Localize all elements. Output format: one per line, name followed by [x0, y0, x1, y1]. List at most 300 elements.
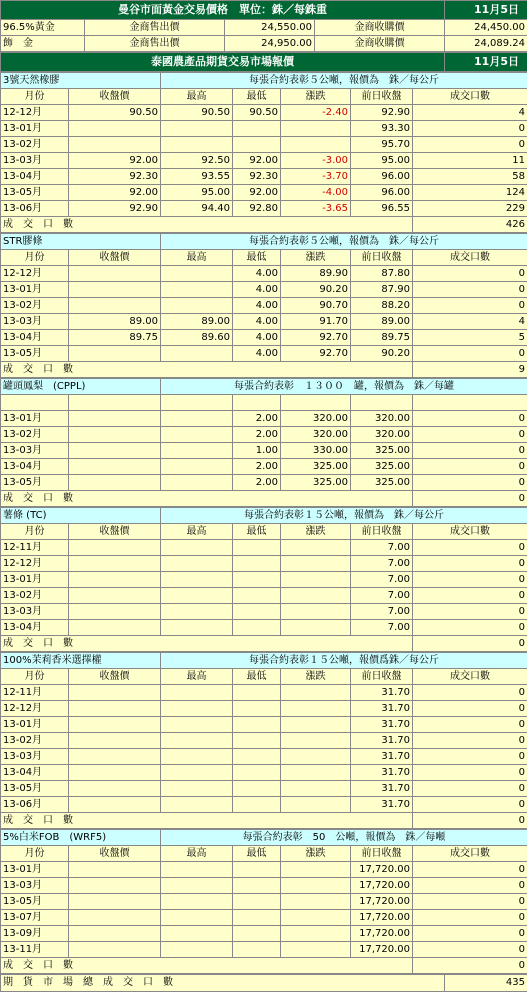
cell-low: 90.50: [233, 105, 281, 121]
cell-high: [161, 427, 233, 443]
cell-low: [233, 781, 281, 797]
cell-volume: 0: [413, 749, 527, 765]
gold-title: 曼谷市面黃金交易價格 單位：銖／每銖重: [1, 1, 445, 20]
cell-volume: 0: [413, 620, 527, 636]
section-name: 薯條 (TC): [1, 508, 161, 524]
cell-month: 13-11月: [1, 942, 69, 958]
cell-change: 92.70: [281, 330, 351, 346]
cell-prev-close: 7.00: [351, 572, 413, 588]
cell-change: [281, 862, 351, 878]
cell-prev-close: 31.70: [351, 781, 413, 797]
cell-change: 320.00: [281, 427, 351, 443]
table-row: [1, 862, 527, 878]
column-header-change: 漲跌: [281, 669, 351, 685]
gold-header: [1, 1, 527, 20]
cell-month: 13-05月: [1, 185, 69, 201]
cell-prev-close: 17,720.00: [351, 926, 413, 942]
cell-low: 4.00: [233, 330, 281, 346]
table-row: [1, 749, 527, 765]
column-header-change: 漲跌: [281, 89, 351, 105]
column-header-close: 收盤價: [69, 89, 161, 105]
table-row: [1, 346, 527, 362]
cell-volume: 11: [413, 153, 527, 169]
cell-volume: 0: [413, 346, 527, 362]
cell-high: 92.50: [161, 153, 233, 169]
section-table: [0, 72, 527, 233]
column-header-high: 最高: [161, 846, 233, 862]
column-header-high: [161, 395, 233, 411]
cell-high: [161, 910, 233, 926]
cell-close: 92.30: [69, 169, 161, 185]
cell-month: 13-03月: [1, 604, 69, 620]
cell-low: [233, 540, 281, 556]
cell-volume: 124: [413, 185, 527, 201]
cell-close: [69, 894, 161, 910]
cell-month: 13-04月: [1, 169, 69, 185]
table-row: [1, 878, 527, 894]
cell-close: 89.00: [69, 314, 161, 330]
cell-change: 92.70: [281, 346, 351, 362]
column-header-month: 月份: [1, 669, 69, 685]
cell-volume: 0: [413, 459, 527, 475]
grand-total-label: 期 貨 市 場 總 成 交 口 數: [1, 975, 445, 992]
cell-close: [69, 427, 161, 443]
cell-close: [69, 926, 161, 942]
cell-volume: 4: [413, 314, 527, 330]
table-row: [1, 137, 527, 153]
cell-prev-close: 89.75: [351, 330, 413, 346]
cell-low: [233, 620, 281, 636]
cell-high: [161, 733, 233, 749]
cell-high: 90.50: [161, 105, 233, 121]
cell-low: 2.00: [233, 427, 281, 443]
cell-low: [233, 604, 281, 620]
cell-prev-close: 31.70: [351, 797, 413, 813]
section-header: [1, 830, 527, 846]
gold-sell-price: 24,550.00: [225, 20, 315, 36]
cell-close: [69, 475, 161, 491]
cell-month: 12-12月: [1, 105, 69, 121]
column-header-prev-close: 前日收盤: [351, 89, 413, 105]
cell-close: [69, 266, 161, 282]
cell-high: [161, 459, 233, 475]
cell-prev-close: 31.70: [351, 765, 413, 781]
column-header-low: 最低: [233, 524, 281, 540]
cell-change: -3.00: [281, 153, 351, 169]
cell-month: 13-05月: [1, 475, 69, 491]
cell-close: [69, 604, 161, 620]
cell-month: 13-03月: [1, 443, 69, 459]
section-spec: 每張合約表彰 50 公噸，報價為 銖／每噸: [161, 830, 527, 846]
cell-low: [233, 749, 281, 765]
cell-high: 94.40: [161, 201, 233, 217]
column-header-low: 最低: [233, 250, 281, 266]
table-row: [1, 588, 527, 604]
table-row: [1, 475, 527, 491]
cell-high: [161, 685, 233, 701]
gold-rows: [1, 20, 527, 52]
cell-close: [69, 540, 161, 556]
column-header-prev-close: 前日收盤: [351, 669, 413, 685]
cell-volume: 0: [413, 765, 527, 781]
cell-low: 4.00: [233, 314, 281, 330]
cell-change: -2.40: [281, 105, 351, 121]
section-spec: 每張合約表彰５公噸，報價為 銖／每公斤: [161, 234, 527, 250]
cell-low: 4.00: [233, 346, 281, 362]
cell-prev-close: 17,720.00: [351, 862, 413, 878]
cell-change: [281, 765, 351, 781]
cell-month: 13-04月: [1, 330, 69, 346]
section-total-label: 成 交 口 數: [1, 813, 413, 829]
section-total-value: 426: [413, 217, 527, 233]
cell-month: 13-02月: [1, 137, 69, 153]
cell-high: 95.00: [161, 185, 233, 201]
column-header-volume: 成交口數: [413, 669, 527, 685]
table-row: [1, 733, 527, 749]
cell-volume: 0: [413, 282, 527, 298]
cell-prev-close: 17,720.00: [351, 894, 413, 910]
table-row: [1, 411, 527, 427]
cell-volume: 0: [413, 797, 527, 813]
column-header-row: [1, 89, 527, 105]
cell-prev-close: 7.00: [351, 588, 413, 604]
cell-close: [69, 298, 161, 314]
cell-prev-close: 320.00: [351, 411, 413, 427]
table-row: [1, 685, 527, 701]
cell-month: 13-02月: [1, 427, 69, 443]
column-header-close: 收盤價: [69, 250, 161, 266]
cell-high: [161, 298, 233, 314]
cell-high: [161, 926, 233, 942]
column-header-low: 最低: [233, 846, 281, 862]
cell-close: [69, 701, 161, 717]
column-header-row: [1, 395, 527, 411]
cell-change: [281, 540, 351, 556]
cell-volume: 4: [413, 105, 527, 121]
futures-title: 泰國農產品期貨交易市場報價: [1, 53, 445, 72]
cell-low: [233, 910, 281, 926]
cell-volume: 0: [413, 685, 527, 701]
cell-prev-close: 31.70: [351, 685, 413, 701]
cell-volume: 0: [413, 942, 527, 958]
column-header-volume: [413, 395, 527, 411]
cell-prev-close: 92.90: [351, 105, 413, 121]
table-row: [1, 942, 527, 958]
section-name: 3號天然橡膠: [1, 73, 161, 89]
grand-total-row: [1, 975, 527, 992]
cell-change: 325.00: [281, 475, 351, 491]
cell-volume: 0: [413, 733, 527, 749]
cell-prev-close: 7.00: [351, 620, 413, 636]
cell-high: [161, 121, 233, 137]
cell-prev-close: 95.00: [351, 153, 413, 169]
column-header-change: 漲跌: [281, 846, 351, 862]
cell-low: [233, 572, 281, 588]
cell-volume: 0: [413, 443, 527, 459]
cell-prev-close: 320.00: [351, 427, 413, 443]
cell-change: [281, 910, 351, 926]
cell-prev-close: 88.20: [351, 298, 413, 314]
cell-low: [233, 942, 281, 958]
section-total-label: 成 交 口 數: [1, 491, 413, 507]
table-row: [1, 121, 527, 137]
column-header-close: 收盤價: [69, 846, 161, 862]
cell-high: [161, 878, 233, 894]
cell-volume: 0: [413, 427, 527, 443]
cell-low: 2.00: [233, 459, 281, 475]
table-row: [1, 926, 527, 942]
cell-month: 13-05月: [1, 894, 69, 910]
cell-low: 4.00: [233, 266, 281, 282]
cell-close: [69, 717, 161, 733]
cell-volume: 5: [413, 330, 527, 346]
cell-high: [161, 411, 233, 427]
cell-prev-close: 93.30: [351, 121, 413, 137]
cell-high: [161, 781, 233, 797]
table-row: [1, 781, 527, 797]
cell-change: -3.65: [281, 201, 351, 217]
cell-change: [281, 749, 351, 765]
cell-close: [69, 878, 161, 894]
section-name: 100%茉莉香米選擇權: [1, 653, 161, 669]
cell-change: [281, 685, 351, 701]
section-table: [0, 652, 527, 829]
cell-high: [161, 282, 233, 298]
cell-volume: 0: [413, 137, 527, 153]
cell-close: [69, 282, 161, 298]
section-name: 罐頭鳳梨 (CPPL): [1, 379, 161, 395]
table-row: [1, 169, 527, 185]
table-row: [1, 894, 527, 910]
column-header-low: [233, 395, 281, 411]
section-spec: 每張合約表彰１５公噸，報價為 銖／每公斤: [161, 508, 527, 524]
cell-high: 93.55: [161, 169, 233, 185]
cell-month: 13-02月: [1, 733, 69, 749]
cell-high: [161, 266, 233, 282]
section-table: [0, 507, 527, 652]
cell-volume: 0: [413, 862, 527, 878]
cell-volume: 58: [413, 169, 527, 185]
grand-total-value: 435: [445, 975, 527, 992]
cell-change: 90.70: [281, 298, 351, 314]
cell-month: 12-12月: [1, 701, 69, 717]
cell-volume: 0: [413, 781, 527, 797]
cell-low: 2.00: [233, 411, 281, 427]
cell-volume: 0: [413, 910, 527, 926]
column-header-row: [1, 250, 527, 266]
table-row: [1, 330, 527, 346]
cell-change: [281, 733, 351, 749]
cell-high: [161, 572, 233, 588]
cell-close: 92.00: [69, 153, 161, 169]
column-header-volume: 成交口數: [413, 89, 527, 105]
cell-volume: 0: [413, 556, 527, 572]
cell-change: 89.90: [281, 266, 351, 282]
cell-change: [281, 942, 351, 958]
cell-change: 91.70: [281, 314, 351, 330]
cell-high: [161, 862, 233, 878]
column-header-volume: 成交口數: [413, 524, 527, 540]
cell-high: [161, 717, 233, 733]
cell-prev-close: 7.00: [351, 604, 413, 620]
futures-header-table: [0, 52, 527, 72]
cell-low: 92.30: [233, 169, 281, 185]
cell-prev-close: 17,720.00: [351, 942, 413, 958]
table-row: [1, 717, 527, 733]
section-total-row: [1, 362, 527, 378]
cell-month: 12-12月: [1, 266, 69, 282]
cell-change: [281, 572, 351, 588]
section-header: [1, 653, 527, 669]
cell-change: [281, 701, 351, 717]
cell-volume: 0: [413, 298, 527, 314]
section-table: [0, 829, 527, 974]
cell-month: 13-09月: [1, 926, 69, 942]
cell-high: [161, 894, 233, 910]
cell-low: [233, 137, 281, 153]
cell-low: 92.80: [233, 201, 281, 217]
cell-close: [69, 765, 161, 781]
cell-change: 325.00: [281, 459, 351, 475]
cell-change: [281, 781, 351, 797]
cell-high: [161, 797, 233, 813]
cell-prev-close: 7.00: [351, 540, 413, 556]
section-name: 5%白米FOB (WRF5): [1, 830, 161, 846]
column-header-volume: 成交口數: [413, 250, 527, 266]
gold-buy-label: 金商收購價: [315, 36, 445, 52]
table-row: [1, 266, 527, 282]
cell-change: -4.00: [281, 185, 351, 201]
cell-low: 4.00: [233, 282, 281, 298]
cell-change: [281, 717, 351, 733]
cell-prev-close: 96.55: [351, 201, 413, 217]
column-header-volume: 成交口數: [413, 846, 527, 862]
column-header-prev-close: 前日收盤: [351, 250, 413, 266]
cell-low: [233, 765, 281, 781]
column-header-close: 收盤價: [69, 524, 161, 540]
cell-prev-close: 87.80: [351, 266, 413, 282]
cell-high: [161, 588, 233, 604]
cell-prev-close: 325.00: [351, 459, 413, 475]
table-row: [1, 314, 527, 330]
cell-low: 4.00: [233, 298, 281, 314]
cell-low: [233, 588, 281, 604]
cell-volume: 0: [413, 475, 527, 491]
cell-change: 90.20: [281, 282, 351, 298]
cell-low: [233, 894, 281, 910]
cell-close: [69, 411, 161, 427]
column-header-low: 最低: [233, 89, 281, 105]
section-total-label: 成 交 口 數: [1, 362, 413, 378]
cell-low: [233, 797, 281, 813]
cell-volume: 0: [413, 894, 527, 910]
cell-month: 13-03月: [1, 749, 69, 765]
cell-low: [233, 121, 281, 137]
cell-change: [281, 878, 351, 894]
cell-high: [161, 749, 233, 765]
column-header-prev-close: [351, 395, 413, 411]
cell-close: [69, 443, 161, 459]
cell-month: 12-11月: [1, 540, 69, 556]
cell-low: 2.00: [233, 475, 281, 491]
cell-close: [69, 556, 161, 572]
gold-date: 11月5日: [445, 1, 527, 20]
cell-close: [69, 685, 161, 701]
cell-close: [69, 910, 161, 926]
section-total-label: 成 交 口 數: [1, 217, 413, 233]
cell-month: 13-07月: [1, 910, 69, 926]
column-header-month: [1, 395, 69, 411]
cell-high: 89.00: [161, 314, 233, 330]
column-header-change: [281, 395, 351, 411]
cell-close: [69, 346, 161, 362]
cell-volume: 0: [413, 878, 527, 894]
cell-change: -3.70: [281, 169, 351, 185]
cell-low: [233, 701, 281, 717]
futures-header: [1, 53, 527, 72]
gold-type: 96.5%黃金: [1, 20, 85, 36]
section-spec: 每張合約表彰 １３００ 罐，報價為 銖／每罐: [161, 379, 527, 395]
cell-volume: 0: [413, 121, 527, 137]
table-row: [1, 540, 527, 556]
cell-month: 13-01月: [1, 411, 69, 427]
column-header-change: 漲跌: [281, 250, 351, 266]
cell-low: 1.00: [233, 443, 281, 459]
futures-date: 11月5日: [445, 53, 527, 72]
cell-change: [281, 556, 351, 572]
futures-sections: [0, 72, 527, 974]
cell-volume: 0: [413, 926, 527, 942]
cell-month: 13-01月: [1, 862, 69, 878]
cell-prev-close: 31.70: [351, 749, 413, 765]
cell-prev-close: 87.90: [351, 282, 413, 298]
cell-close: [69, 781, 161, 797]
cell-volume: 0: [413, 717, 527, 733]
cell-volume: 229: [413, 201, 527, 217]
cell-change: [281, 894, 351, 910]
section-total-row: [1, 491, 527, 507]
section-total-value: 0: [413, 636, 527, 652]
column-header-month: 月份: [1, 89, 69, 105]
cell-high: [161, 701, 233, 717]
cell-month: 12-11月: [1, 685, 69, 701]
column-header-close: 收盤價: [69, 669, 161, 685]
column-header-month: 月份: [1, 846, 69, 862]
column-header-high: 最高: [161, 250, 233, 266]
cell-volume: 0: [413, 411, 527, 427]
cell-close: 90.50: [69, 105, 161, 121]
column-header-row: [1, 669, 527, 685]
cell-close: [69, 797, 161, 813]
cell-close: [69, 942, 161, 958]
table-row: [1, 201, 527, 217]
table-row: [1, 620, 527, 636]
cell-month: 12-12月: [1, 556, 69, 572]
cell-close: [69, 749, 161, 765]
column-header-low: 最低: [233, 669, 281, 685]
cell-high: [161, 137, 233, 153]
section-spec: 每張合約表彰１５公噸，報價爲銖／每公斤: [161, 653, 527, 669]
cell-low: 92.00: [233, 153, 281, 169]
section-total-value: 0: [413, 813, 527, 829]
cell-high: [161, 942, 233, 958]
section-total-value: 9: [413, 362, 527, 378]
table-row: [1, 604, 527, 620]
column-header-close: [69, 395, 161, 411]
cell-low: 92.00: [233, 185, 281, 201]
cell-low: [233, 878, 281, 894]
table-row: [1, 572, 527, 588]
